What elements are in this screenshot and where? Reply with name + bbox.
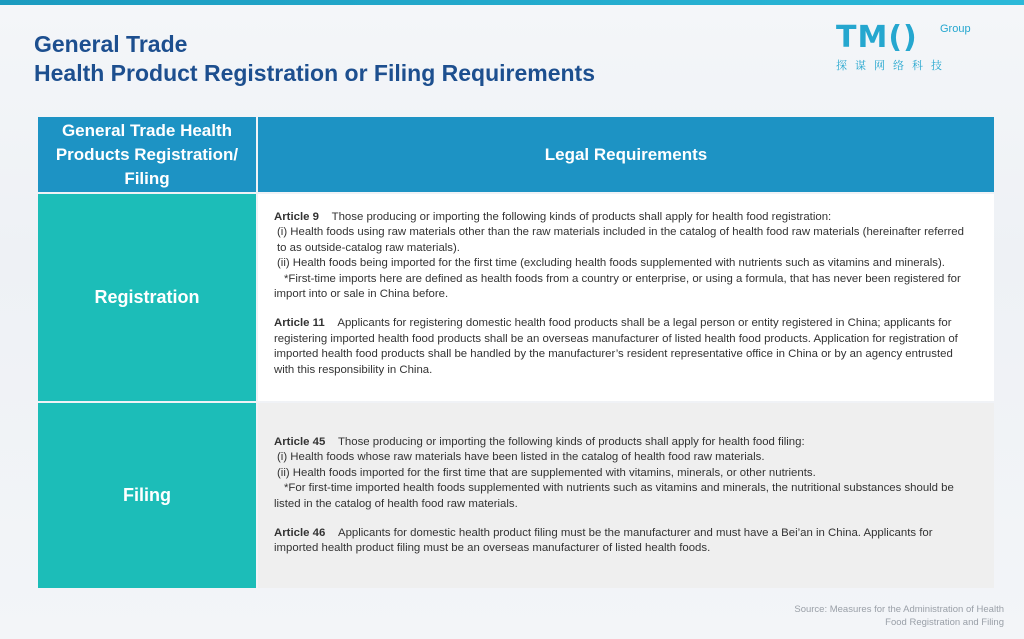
article-heading: Article 11 (274, 317, 325, 330)
clause-note: *First-time imports here are defined as health foods from a country or enterprise, or using a formula, that has never been registered for import into or sale in China before. (274, 272, 961, 301)
article-heading: Article 46 (274, 527, 326, 540)
row-content-filing (258, 403, 994, 588)
tmo-group-logo (836, 20, 996, 72)
logo-chinese-text: 探谋网络科技 (836, 60, 950, 72)
logo-mark: TM() (836, 20, 918, 55)
article-text: Applicants for registering domestic health food products shall be a legal person or entity registered in China; applicants for registering imported health food products shall be an overseas manufacturer of listed health food products. Application for registration of imported health food products shall be handled by the manufacturer’s resident representative office in China or by an agency entrusted with this responsibility in China. (274, 317, 958, 376)
clause-ii: (ii) Health foods being imported for the first time (excluding health foods supplemented with nutrients such as vitamins and minerals). (277, 257, 945, 270)
logo-group-text: Group (940, 23, 971, 35)
article-text: Those producing or importing the following kinds of products shall apply for health food registration: (331, 211, 832, 223)
requirements-table (38, 117, 994, 588)
row-label-filing: Filing (38, 403, 256, 588)
clause-note: *For first-time imported health foods supplemented with nutrients such as vitamins and minerals, the nutritional substances should be listed in the catalog of health food raw materials. (274, 482, 954, 510)
article-heading: Article 9 (274, 211, 319, 223)
clause-i: (i) Health foods whose raw materials have been listed in the catalog of health food raw materials. (277, 451, 765, 464)
header-legal-requirements: Legal Requirements (258, 117, 994, 192)
header-category: General Trade Health Products Registration/ Filing (38, 117, 256, 192)
page-title (34, 30, 595, 88)
page-title-line1: General Trade (34, 31, 188, 57)
row-label-registration: Registration (38, 194, 256, 401)
article-text: Applicants for domestic health product filing must be the manufacturer and must have a Bei’an in China. Applicants for imported health product filing must be an overseas manufacturer of listed health foods. (274, 527, 933, 555)
source-line2: Food Registration and Filing (885, 617, 1004, 628)
top-accent-bar (0, 0, 1024, 5)
clause-i: (i) Health foods using raw materials other than the raw materials included in the catalog of health food raw materials (hereinafter referred to as outside-catalog raw materials). (277, 226, 964, 254)
source-line1: Source: Measures for the Administration of Health (794, 604, 1004, 615)
article-heading: Article 45 (274, 436, 326, 448)
source-note (794, 603, 1004, 629)
page-title-line2: Health Product Registration or Filing Requirements (34, 60, 596, 86)
article-text: Those producing or importing the following kinds of products shall apply for health food filing: (337, 436, 805, 448)
clause-ii: (ii) Health foods imported for the first time that are supplemented with vitamins, minerals, or other nutrients. (277, 466, 816, 479)
row-content-registration (258, 194, 994, 401)
